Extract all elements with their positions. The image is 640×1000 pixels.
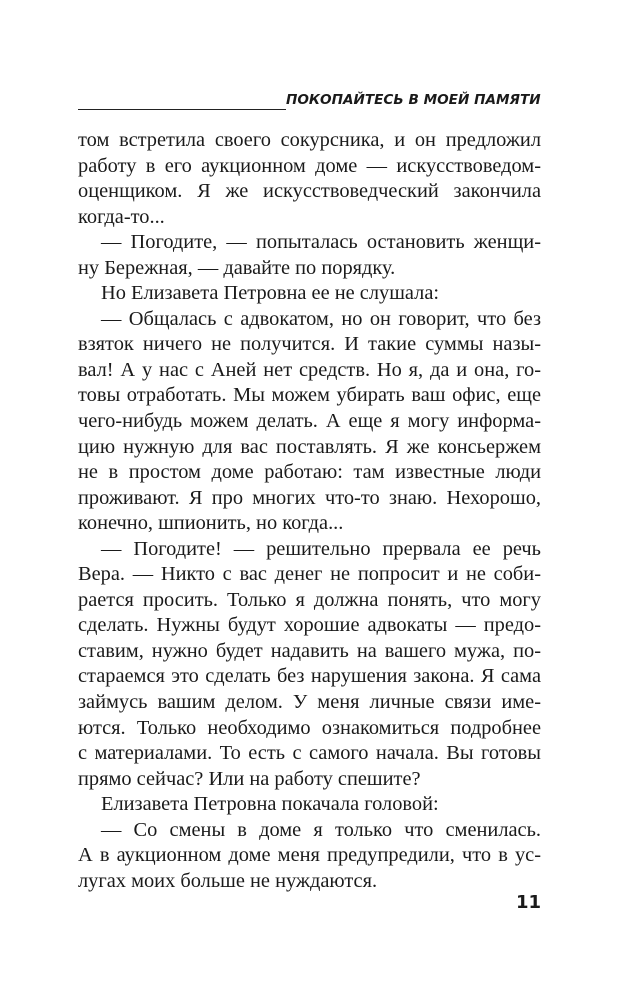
text-line: работу в его аукционном доме — искусствоведом- (78, 154, 541, 177)
text-line: — Общалась с адвокатом, но он говорит, что без (101, 307, 541, 330)
text-line: товы отработать. Мы можем убирать ваш офис, еще (78, 384, 541, 407)
text-line: не в простом доме работаю: там известные люди (78, 461, 541, 484)
text-line: рается просить. Только я должна понять, что могу (78, 588, 541, 611)
text-line: оценщиком. Я же искусствоведческий закончила (78, 180, 541, 203)
text-line: лугах моих больше не нуждаются. (78, 869, 378, 892)
text-line: Но Елизавета Петровна ее не слушала: (101, 282, 440, 305)
text-line: вал! А у нас с Аней нет средств. Но я, да и она, го- (78, 358, 541, 381)
text-line: сделать. Нужны будут хорошие адвокаты — предо- (78, 614, 541, 637)
text-line: с материалами. То есть с самого начала. Вы готовы (78, 742, 541, 765)
header-rule (78, 109, 286, 110)
text-line: чего-нибудь можем делать. А еще я могу информа- (78, 410, 541, 433)
text-line: ются. Только необходимо ознакомиться подробнее (78, 716, 541, 739)
text-line: ставим, нужно будет надавить на вашего мужа, по- (78, 639, 541, 662)
text-line: Вера. — Никто с вас денег не попросит и не соби- (78, 563, 541, 586)
text-line: стараемся это сделать без нарушения закона. Я сама (78, 665, 541, 688)
page-number: 11 (515, 892, 541, 913)
text-line: цию нужную для вас поставлять. Я же консьержем (78, 435, 541, 458)
text-line: А в аукционном доме меня предупредили, что в ус- (78, 844, 541, 867)
text-line: займусь вашим делом. У меня личные связи име- (78, 691, 541, 714)
text-line: Елизавета Петровна покачала головой: (101, 793, 439, 816)
body-text (78, 128, 541, 894)
text-line: взяток ничего не получится. И такие суммы назы- (78, 333, 541, 356)
text-line: — Со смены в доме я только что сменилась. (101, 818, 541, 841)
text-line: ну Бережная, — давайте по порядку. (78, 256, 396, 279)
running-title: ПОКОПАЙТЕСЬ В МОЕЙ ПАМЯТИ (286, 92, 541, 108)
text-line: когда-то... (78, 205, 165, 228)
text-line: — Погодите, — попыталась остановить женщи- (101, 231, 541, 254)
text-line: — Погодите! — решительно прервала ее речь (101, 537, 541, 560)
text-line: конечно, шпионить, но когда... (78, 512, 344, 535)
text-line: том встретила своего сокурсника, и он предложил (78, 129, 541, 151)
text-line: проживают. Я про многих что-то знаю. Нехорошо, (78, 486, 541, 509)
text-line: прямо сейчас? Или на работу спешите? (78, 767, 421, 790)
